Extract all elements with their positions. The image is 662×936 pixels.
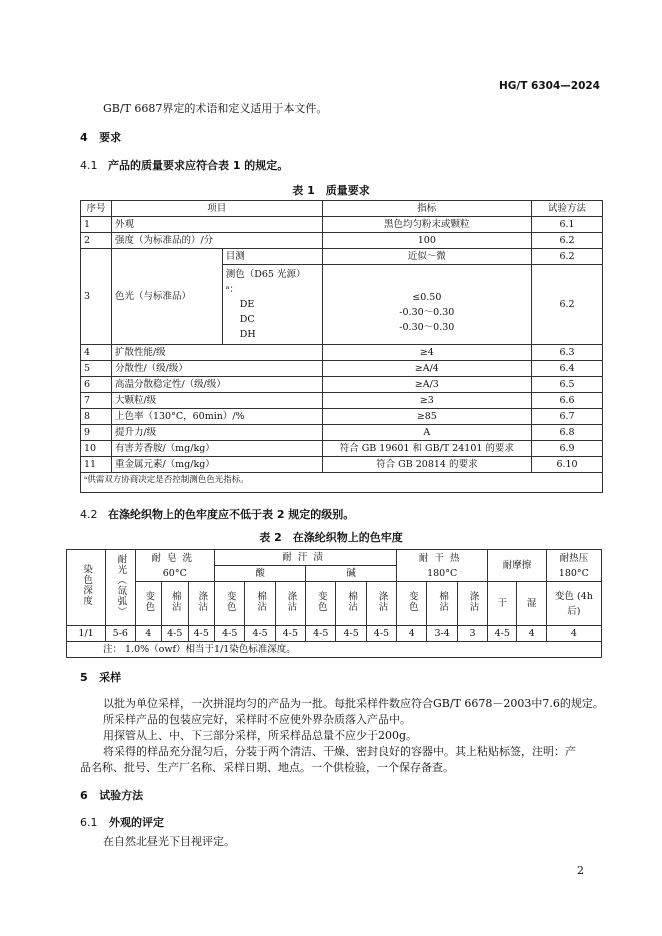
row-no: 6 — [81, 377, 112, 393]
table-row — [81, 377, 603, 393]
table1-caption: 表 1 质量要求 — [292, 184, 370, 197]
row-method: 6.6 — [532, 393, 603, 409]
sub-label: 棉沾 — [169, 590, 181, 612]
sub-shade — [215, 582, 245, 626]
paragraph: 用探管从上、中、下三部分采样，所采样品总量不应少于200g。 — [103, 729, 418, 742]
row-item: 重金属元素/（mg/kg） — [111, 457, 322, 473]
sub-cotton — [245, 582, 275, 626]
sub-label: 变色 — [406, 590, 418, 612]
header-no: 序号 — [81, 201, 112, 217]
sub-label: 涤沾 — [196, 590, 208, 612]
header-rub: 耐摩擦 — [488, 550, 547, 582]
row-method: 6.2 — [532, 233, 603, 249]
header-item: 项目 — [111, 201, 322, 217]
table-row — [81, 249, 603, 265]
paragraph: 所采样产品的包装应完好，采样时不应使外界杂质落入产品中。 — [103, 713, 411, 726]
paragraph: 品名称、批号、生产厂名称、采样日期、地点。一个供检验，一个保存备查。 — [80, 761, 454, 774]
row-method: 6.9 — [532, 441, 603, 457]
sub-cotton — [427, 582, 457, 626]
header-press — [546, 550, 601, 582]
sub-wet: 湿 — [517, 582, 546, 626]
row-no: 3 — [81, 249, 112, 345]
table2-caption: 表 2 在涤纶织物上的色牢度 — [259, 531, 403, 544]
table-row — [81, 425, 603, 441]
row-item: 扩散性能/级 — [111, 345, 322, 361]
row-no: 11 — [81, 457, 112, 473]
clause-6-1-text: 在自然北昼光下目视评定。 — [103, 835, 235, 848]
section-number: 5 — [80, 671, 88, 684]
clause-4-2 — [80, 506, 354, 522]
row-method: 6.8 — [532, 425, 603, 441]
standard-number: HG/T 6304—2024 — [498, 80, 600, 92]
cell-value: 4 — [135, 626, 162, 642]
cell-value: 4 — [517, 626, 546, 642]
sub-polyester — [457, 582, 487, 626]
cell-value: 4-5 — [215, 626, 245, 642]
sub-label: 变色 — [143, 590, 155, 612]
table-row — [67, 626, 602, 642]
clause-4-1 — [80, 157, 288, 173]
section-title: 要求 — [99, 131, 122, 144]
sub-label: 棉沾 — [346, 590, 358, 612]
sub-label: 棉沾 — [255, 590, 267, 612]
row-method: 6.10 — [532, 457, 603, 473]
dh-spec: -0.30～0.30 — [399, 321, 455, 333]
row-method: 6.2 — [532, 249, 603, 265]
cell-value: 4-5 — [306, 626, 336, 642]
section-6-heading — [80, 787, 143, 803]
row-spec: ≥A/3 — [322, 377, 532, 393]
row-spec: 符合 GB 20814 的要求 — [322, 457, 532, 473]
sub-cotton — [162, 582, 189, 626]
row-subitem-instrument — [222, 265, 322, 345]
cell-value: 4-5 — [245, 626, 275, 642]
row-subitem-visual: 目测 — [222, 249, 322, 265]
cell-value: 4-5 — [162, 626, 189, 642]
sub-label: 涤沾 — [467, 590, 479, 612]
sub-shade — [397, 582, 427, 626]
row-no: 9 — [81, 425, 112, 441]
row-spec: ≥4 — [322, 345, 532, 361]
intro-text: GB/T 6687界定的术语和定义适用于本文件。 — [103, 102, 328, 115]
row-item: 色光（与标准品） — [111, 249, 222, 345]
header-heat — [397, 550, 488, 582]
row-item: 强度（为标准品的）/分 — [111, 233, 322, 249]
sub-dry: 干 — [488, 582, 517, 626]
table-note-row — [67, 642, 602, 658]
cell-value: 3 — [457, 626, 487, 642]
row-spec: ≥85 — [322, 409, 532, 425]
de-spec: ≤0.50 — [412, 291, 442, 303]
row-spec: ≥A/4 — [322, 361, 532, 377]
row-item: 大颗粒/级 — [111, 393, 322, 409]
row-spec: A — [322, 425, 532, 441]
heat-label: 耐干热 — [418, 552, 466, 564]
row-spec: ≥3 — [322, 393, 532, 409]
sub-label: 变色 — [224, 590, 236, 612]
row-item: 提升力/级 — [111, 425, 322, 441]
instrument-label: 测色（D65 光源）ᵃ： — [225, 269, 306, 295]
table-row — [81, 409, 603, 425]
clause-text: 产品的质量要求应符合表 1 的规定。 — [108, 159, 289, 172]
table-footnote: ᵃ供需双方协商决定是否控制测色色光指标。 — [81, 473, 603, 493]
cell-value: 4-5 — [488, 626, 517, 642]
press-label: 耐热压 — [559, 552, 589, 564]
paragraph: 将采得的样品充分混匀后，分装于两个清洁、干燥、密封良好的容器中。其上粘贴标签，注明：产 — [103, 745, 576, 758]
row-no: 4 — [81, 345, 112, 361]
table-note: 注： 1.0%（owf）相当于1/1染色标准深度。 — [67, 642, 602, 658]
sub-shade — [306, 582, 336, 626]
dc-label: DC — [239, 314, 255, 325]
section-number: 4 — [80, 131, 88, 144]
row-item: 有害芳香胺/（mg/kg） — [111, 441, 322, 457]
section-title: 采样 — [99, 671, 122, 684]
dh-label: DH — [239, 329, 256, 340]
clause-text: 在涤纶织物上的色牢度应不低于表 2 规定的级别。 — [108, 508, 355, 521]
cell-value: 4-5 — [188, 626, 215, 642]
row-item: 分散性/（级/级） — [111, 361, 322, 377]
clause-title: 外观的评定 — [109, 816, 164, 829]
quality-requirements-table — [80, 200, 603, 493]
row-item: 高温分散稳定性/（级/级） — [111, 377, 322, 393]
paragraph: 以批为单位采样，一次拼混均匀的产品为一批。每批采样件数应符合GB/T 6678－2003中7.6的规定。 — [103, 697, 604, 710]
light-label: 耐光（氙弧） — [115, 553, 127, 617]
sub-shade — [135, 582, 162, 626]
row-no: 10 — [81, 441, 112, 457]
row-item: 外观 — [111, 217, 322, 233]
table-row — [81, 361, 603, 377]
row-spec: 黑色均匀粉末或颗粒 — [322, 217, 532, 233]
sub-press-shade: 变色 (4h 后) — [546, 582, 601, 626]
cell-value: 4 — [546, 626, 601, 642]
table-row — [81, 217, 603, 233]
table-row — [81, 457, 603, 473]
clause-6-1 — [80, 814, 164, 830]
sub-label: 变色 — [315, 590, 327, 612]
section-5-body — [80, 696, 620, 776]
wash-temp: 60°C — [162, 567, 187, 579]
depth-label: 染色深度 — [81, 564, 93, 606]
header-alkali: 碱 — [306, 566, 397, 582]
header-light — [106, 550, 135, 626]
row-method: 6.4 — [532, 361, 603, 377]
cell-light: 5-6 — [106, 626, 135, 642]
row-spec — [322, 265, 532, 345]
row-no: 7 — [81, 393, 112, 409]
de-label: DE — [239, 299, 255, 310]
row-no: 1 — [81, 217, 112, 233]
cell-value: 4 — [397, 626, 427, 642]
sub-cotton — [336, 582, 366, 626]
header-sweat: 耐汗渍 — [215, 550, 397, 566]
header-method: 试验方法 — [532, 201, 603, 217]
row-method: 6.7 — [532, 409, 603, 425]
sub-polyester — [366, 582, 396, 626]
header-depth — [67, 550, 106, 626]
row-method: 6.1 — [532, 217, 603, 233]
sub-label: 涤沾 — [285, 590, 297, 612]
table-subheader-row — [67, 582, 602, 626]
row-item: 上色率（130°C，60min）/% — [111, 409, 322, 425]
table-header-row — [67, 550, 602, 566]
color-fastness-table — [66, 549, 602, 658]
cell-value: 3-4 — [427, 626, 457, 642]
cell-value: 4-5 — [366, 626, 396, 642]
heat-temp: 180°C — [427, 567, 458, 579]
cell-depth: 1/1 — [67, 626, 106, 642]
dc-spec: -0.30～0.30 — [399, 306, 455, 318]
cell-value: 4-5 — [275, 626, 305, 642]
header-acid: 酸 — [215, 566, 306, 582]
table-row — [81, 233, 603, 249]
table-row — [81, 441, 603, 457]
row-no: 8 — [81, 409, 112, 425]
cell-value: 4-5 — [336, 626, 366, 642]
clause-number: 4.1 — [80, 159, 98, 172]
header-spec: 指标 — [322, 201, 532, 217]
sub-polyester — [188, 582, 215, 626]
row-method: 6.3 — [532, 345, 603, 361]
header-wash — [135, 550, 215, 582]
row-spec: 近似～微 — [322, 249, 532, 265]
press-temp: 180°C — [558, 567, 589, 579]
table-header-row — [81, 201, 603, 217]
row-method: 6.5 — [532, 377, 603, 393]
sub-label: 涤沾 — [376, 590, 388, 612]
clause-number: 4.2 — [80, 508, 98, 521]
section-number: 6 — [80, 789, 88, 802]
wash-label: 耐皂洗 — [151, 552, 199, 564]
table-footnote-row — [81, 473, 603, 493]
sub-polyester — [275, 582, 305, 626]
row-spec: 100 — [322, 233, 532, 249]
row-spec: 符合 GB 19601 和 GB/T 24101 的要求 — [322, 441, 532, 457]
table-row — [81, 393, 603, 409]
sub-label: 棉沾 — [437, 590, 449, 612]
section-5-heading — [80, 669, 121, 685]
table-row — [81, 345, 603, 361]
row-no: 5 — [81, 361, 112, 377]
page-number: 2 — [577, 864, 584, 877]
row-no: 2 — [81, 233, 112, 249]
row-method: 6.2 — [532, 265, 603, 345]
section-title: 试验方法 — [99, 789, 144, 802]
clause-number: 6.1 — [80, 816, 98, 829]
section-4-heading — [80, 129, 121, 145]
